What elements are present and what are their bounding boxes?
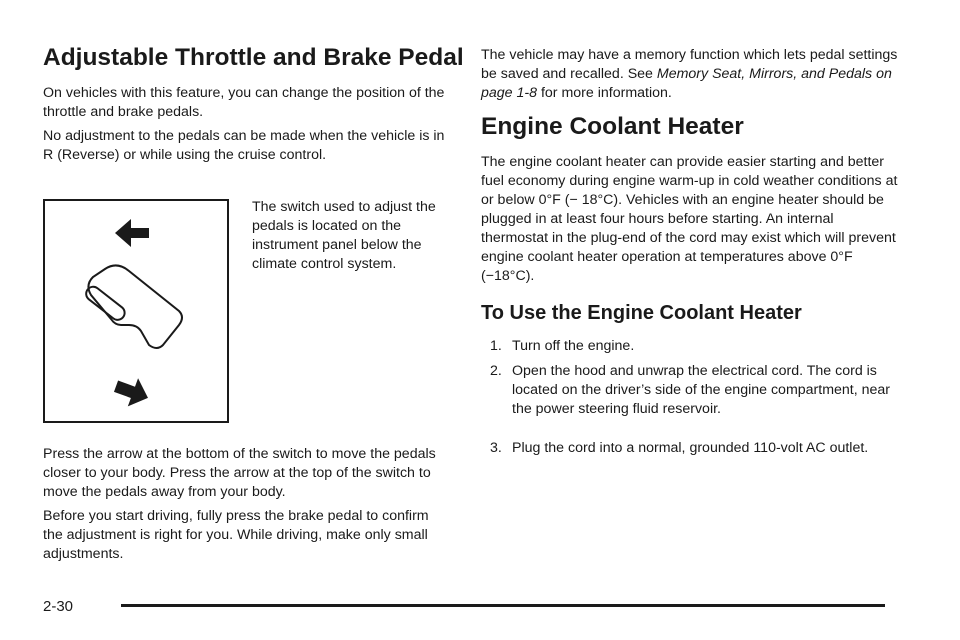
paragraph-feature-intro: On vehicles with this feature, you can change the position of the throttle and brake pedals. <box>43 85 445 120</box>
list-item <box>490 362 910 419</box>
section-heading-coolant-heater: Engine Coolant Heater <box>481 113 744 140</box>
arrow-left-icon <box>115 219 149 247</box>
paragraph-no-adjust: No adjustment to the pedals can be made when the vehicle is in R (Reverse) or while using the cruise control. <box>43 128 445 163</box>
subsection-heading-use-coolant-heater: To Use the Engine Coolant Heater <box>481 302 802 324</box>
pedal-icon <box>83 265 182 348</box>
step-number: 2. <box>490 363 502 379</box>
step-text: Turn off the engine. <box>512 338 635 354</box>
paragraph-coolant-heater-intro: The engine coolant heater can provide easier starting and better fuel economy during engine warm-up in cold weather conditions at or below 0°F (− 18°C). Vehicles with an engine heater should be plugged in at least four hours before starting. An internal thermostat in the plug-end of the cord may exist which will prevent engine coolant heater operation at temperatures above 0°F (−18°C). <box>481 154 898 284</box>
list-item <box>490 337 910 356</box>
arrow-right-icon <box>111 372 153 412</box>
paragraph-before-driving: Before you start driving, fully press the brake pedal to confirm the adjustment is right for you. While driving, make only small adjustments. <box>43 508 429 562</box>
page-number: 2-30 <box>43 598 74 615</box>
memory-text-before: The vehicle may have a memory function which lets pedal settings be saved and recalled. See <box>481 47 898 82</box>
paragraph-memory-function <box>481 46 901 103</box>
step-number: 3. <box>490 440 502 456</box>
step-text: Plug the cord into a normal, grounded 110-volt AC outlet. <box>512 440 869 456</box>
memory-text-after: for more information. <box>537 85 672 101</box>
list-item <box>490 439 910 458</box>
memory-seat-reference-link[interactable]: Memory Seat, Mirrors, and Pedals on page 1-8 <box>481 66 892 101</box>
paragraph-arrow-instructions: Press the arrow at the bottom of the switch to move the pedals closer to your body. Press the arrow at the top of the switch to move the pedals away from your body. <box>43 446 436 500</box>
step-text: Open the hood and unwrap the electrical cord. The cord is located on the driver’s side of the engine compartment, near the power steering fluid reservoir. <box>512 363 891 417</box>
pedal-switch-illustration <box>43 199 229 423</box>
footer-divider <box>121 604 885 607</box>
figure-caption-switch-location: The switch used to adjust the pedals is located on the instrument panel below the climate control system. <box>252 199 436 272</box>
step-number: 1. <box>490 338 502 354</box>
section-heading-adjustable-pedals: Adjustable Throttle and Brake Pedal <box>43 44 464 71</box>
